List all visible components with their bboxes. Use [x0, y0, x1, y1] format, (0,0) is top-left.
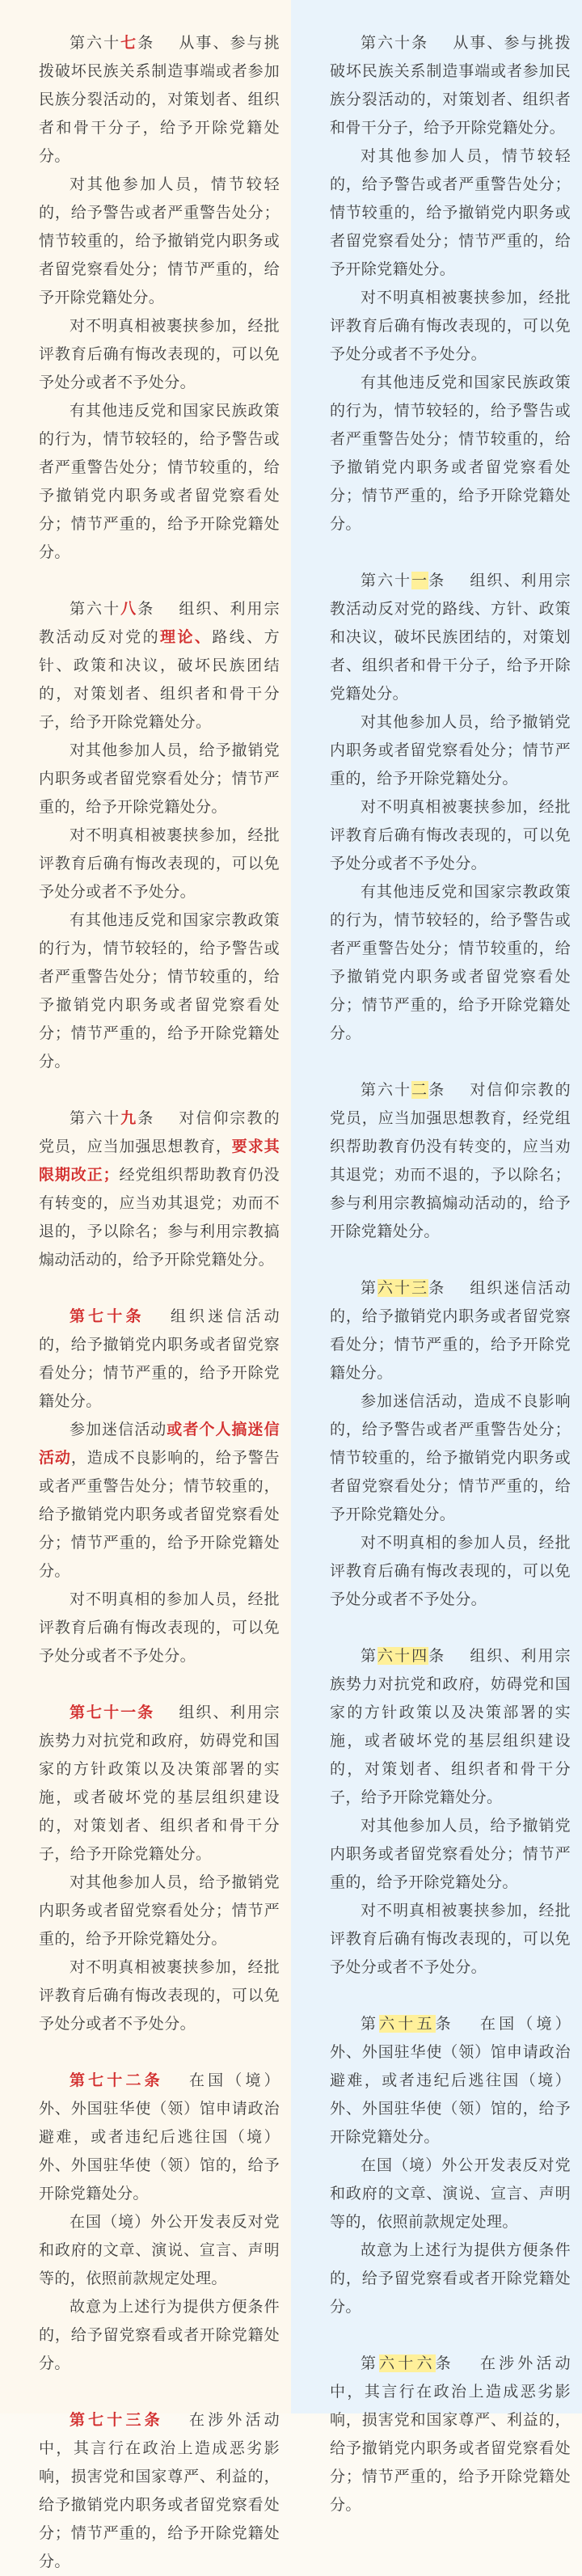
right-column	[291, 0, 582, 2514]
article-73-p1: 第七十三条 在涉外活动中，其言行在政治上造成恶劣影响，损害党和国家尊严、利益的，给予撤销党内职务或者留党察看处分；情节严重的，给予开除党籍处分。	[39, 2411, 280, 2570]
article-70-p1: 第七十条 组织迷信活动的，给予撤销党内职务或者留党察看处分；情节严重的，给予开除党籍处分。	[39, 1307, 280, 1410]
article-67-new	[39, 29, 280, 567]
article-68-p1: 第六十八条 组织、利用宗教活动反对党的理论、路线、方针、政策和决议，破坏民族团结的，对策划者、组织者和骨干分子，给予开除党籍处分。	[39, 600, 280, 731]
article-71-p3: 对不明真相被裹挟参加，经批评教育后确有悔改表现的，可以免予处分或者不予处分。	[39, 1958, 280, 2033]
article-71-new	[39, 1699, 280, 2038]
added-text-individual: 或者个人搞迷信活动	[39, 1421, 280, 1467]
article-60-number: 第六十条	[361, 34, 429, 52]
article-67-p2: 对其他参加人员，情节较轻的，给予警告或者严重警告处分；情节较重的，给予撤销党内职务或者留党察看处分；情节严重的，给予开除党籍处分。	[39, 175, 280, 306]
article-60-p1: 第六十条 从事、参与挑拨破坏民族关系制造事端或者参加民族分裂活动的，对策划者、组织者和骨干分子，给予开除党籍处分。	[330, 34, 571, 137]
article-65-p3: 故意为上述行为提供方便条件的，给予留党察看或者开除党籍处分。	[330, 2241, 571, 2316]
article-60-p4: 有其他违反党和国家民族政策的行为，情节较轻的，给予警告或者严重警告处分；情节较重的，给予撤销党内职务或者留党察看处分；情节严重的，给予开除党籍处分。	[330, 374, 571, 533]
article-68-p4: 有其他违反党和国家宗教政策的行为，情节较轻的，给予警告或者严重警告处分；情节较重的，给予撤销党内职务或者留党察看处分；情节严重的，给予开除党籍处分。	[39, 911, 280, 1071]
article-72-number: 第七十二条	[70, 2071, 163, 2089]
article-71-p1: 第七十一条 组织、利用宗族势力对抗党和政府，妨碍党和国家的方针政策以及决策部署的实施，或者破坏党的基层组织建设的，对策划者、组织者和骨干分子，给予开除党籍处分。	[39, 1704, 280, 1863]
article-67-number: 第六十七条	[70, 34, 155, 52]
article-61-p3: 对不明真相被裹挟参加，经批评教育后确有悔改表现的，可以免予处分或者不予处分。	[330, 798, 571, 872]
article-64-number: 第六十四条	[361, 1647, 446, 1665]
article-70-p2: 参加迷信活动或者个人搞迷信活动，造成不良影响的，给予警告或者严重警告处分；情节较重的，给予撤销党内职务或者留党察看处分；情节严重的，给予开除党籍处分。	[39, 1421, 280, 1580]
article-70-new	[39, 1303, 280, 1670]
added-text-theory: 理论、	[160, 628, 213, 646]
article-62-p1: 第六十二条 对信仰宗教的党员，应当加强思想教育，经党组织帮助教育仍没有转变的，应当劝其退党；劝而不退的，予以除名；参与利用宗教搞煽动活动的，给予开除党籍处分。	[330, 1081, 571, 1240]
article-64-old	[330, 1642, 571, 1982]
article-66-number: 第六十六条	[361, 2354, 454, 2372]
article-60-p3: 对不明真相被裹挟参加，经批评教育后确有悔改表现的，可以免予处分或者不予处分。	[330, 289, 571, 363]
article-73-number: 第七十三条	[70, 2411, 163, 2429]
article-63-p1: 第六十三条 组织迷信活动的，给予撤销党内职务或者留党察看处分；情节严重的，给予开除党籍处分。	[330, 1279, 571, 1382]
article-70-number: 第七十条	[70, 1307, 145, 1325]
article-63-p3: 对不明真相的参加人员，经批评教育后确有悔改表现的，可以免予处分或者不予处分。	[330, 1534, 571, 1608]
article-68-number: 第六十八条	[70, 600, 155, 618]
article-64-p1: 第六十四条 组织、利用宗族势力对抗党和政府，妨碍党和国家的方针政策以及决策部署的实施，或者破坏党的基层组织建设的，对策划者、组织者和骨干分子，给予开除党籍处分。	[330, 1647, 571, 1806]
article-71-p2: 对其他参加人员，给予撤销党内职务或者留党察看处分；情节严重的，给予开除党籍处分。	[39, 1873, 280, 1948]
article-66-old	[330, 2350, 571, 2519]
article-71-number: 第七十一条	[70, 1704, 155, 1721]
article-61-p2: 对其他参加人员，给予撤销党内职务或者留党察看处分；情节严重的，给予开除党籍处分。	[330, 713, 571, 788]
article-61-number: 第六十一条	[361, 572, 446, 589]
article-61-p1: 第六十一条 组织、利用宗教活动反对党的路线、方针、政策和决议，破坏民族团结的，对策划者、组织者和骨干分子，给予开除党籍处分。	[330, 572, 571, 703]
article-64-p3: 对不明真相被裹挟参加，经批评教育后确有悔改表现的，可以免予处分或者不予处分。	[330, 1902, 571, 1976]
article-65-p2: 在国（境）外公开发表反对党和政府的文章、演说、宣言、声明等的，依照前款规定处理。	[330, 2156, 571, 2231]
article-65-p1: 第六十五条 在国（境）外、外国驻华使（领）馆申请政治避难，或者违纪后逃往国（境）外、外国驻华使（领）馆的，给予开除党籍处分。	[330, 2015, 571, 2146]
article-63-old	[330, 1274, 571, 1614]
added-text-deadline: 要求其限期改正；	[39, 1138, 280, 1184]
article-72-p1: 第七十二条 在国（境）外、外国驻华使（领）馆申请政治避难，或者违纪后逃往国（境）外、外国驻华使（领）馆的，给予开除党籍处分。	[39, 2071, 280, 2202]
article-62-old	[330, 1076, 571, 1246]
article-72-new	[39, 2067, 280, 2378]
article-72-p3: 故意为上述行为提供方便条件的，给予留党察看或者开除党籍处分。	[39, 2298, 280, 2372]
article-68-p2: 对其他参加人员，给予撤销党内职务或者留党察看处分；情节严重的，给予开除党籍处分。	[39, 741, 280, 816]
left-column	[0, 0, 291, 2570]
article-63-number: 第六十三条	[361, 1279, 446, 1297]
article-69-p1: 第六十九条 对信仰宗教的党员，应当加强思想教育，要求其限期改正；经党组织帮助教育仍没有转变的，应当劝其退党；劝而不退的，予以除名；参与利用宗教搞煽动活动的，给予开除党籍处分。	[39, 1109, 280, 1269]
article-68-new	[39, 595, 280, 1076]
article-72-p2: 在国（境）外公开发表反对党和政府的文章、演说、宣言、声明等的，依照前款规定处理。	[39, 2213, 280, 2287]
article-67-p1: 第六十七条 从事、参与挑拨破坏民族关系制造事端或者参加民族分裂活动的，对策划者、组织者和骨干分子，给予开除党籍处分。	[39, 34, 280, 165]
article-65-number: 第六十五条	[361, 2015, 454, 2033]
article-64-p2: 对其他参加人员，给予撤销党内职务或者留党察看处分；情节严重的，给予开除党籍处分。	[330, 1817, 571, 1891]
article-70-p3: 对不明真相的参加人员，经批评教育后确有悔改表现的，可以免予处分或者不予处分。	[39, 1590, 280, 1665]
article-67-p3: 对不明真相被裹挟参加，经批评教育后确有悔改表现的，可以免予处分或者不予处分。	[39, 317, 280, 391]
article-69-number: 第六十九条	[70, 1109, 155, 1127]
article-60-old	[330, 29, 571, 538]
article-61-old	[330, 567, 571, 1048]
article-69-new	[39, 1104, 280, 1274]
article-63-p2: 参加迷信活动，造成不良影响的，给予警告或者严重警告处分；情节较重的，给予撤销党内职务或者留党察看处分；情节严重的，给予开除党籍处分。	[330, 1392, 571, 1523]
article-62-number: 第六十二条	[361, 1081, 446, 1099]
article-65-old	[330, 2010, 571, 2321]
article-66-p1: 第六十六条 在涉外活动中，其言行在政治上造成恶劣影响，损害党和国家尊严、利益的，给予撤销党内职务或者留党察看处分；情节严重的，给予开除党籍处分。	[330, 2354, 571, 2514]
article-60-p2: 对其他参加人员，情节较轻的，给予警告或者严重警告处分；情节较重的，给予撤销党内职务或者留党察看处分；情节严重的，给予开除党籍处分。	[330, 147, 571, 278]
article-68-p3: 对不明真相被裹挟参加，经批评教育后确有悔改表现的，可以免予处分或者不予处分。	[39, 826, 280, 901]
article-67-p4: 有其他违反党和国家民族政策的行为，情节较轻的，给予警告或者严重警告处分；情节较重的，给予撤销党内职务或者留党察看处分；情节严重的，给予开除党籍处分。	[39, 402, 280, 561]
article-73-new	[39, 2406, 280, 2576]
article-61-p4: 有其他违反党和国家宗教政策的行为，情节较轻的，给予警告或者严重警告处分；情节较重的，给予撤销党内职务或者留党察看处分；情节严重的，给予开除党籍处分。	[330, 883, 571, 1042]
